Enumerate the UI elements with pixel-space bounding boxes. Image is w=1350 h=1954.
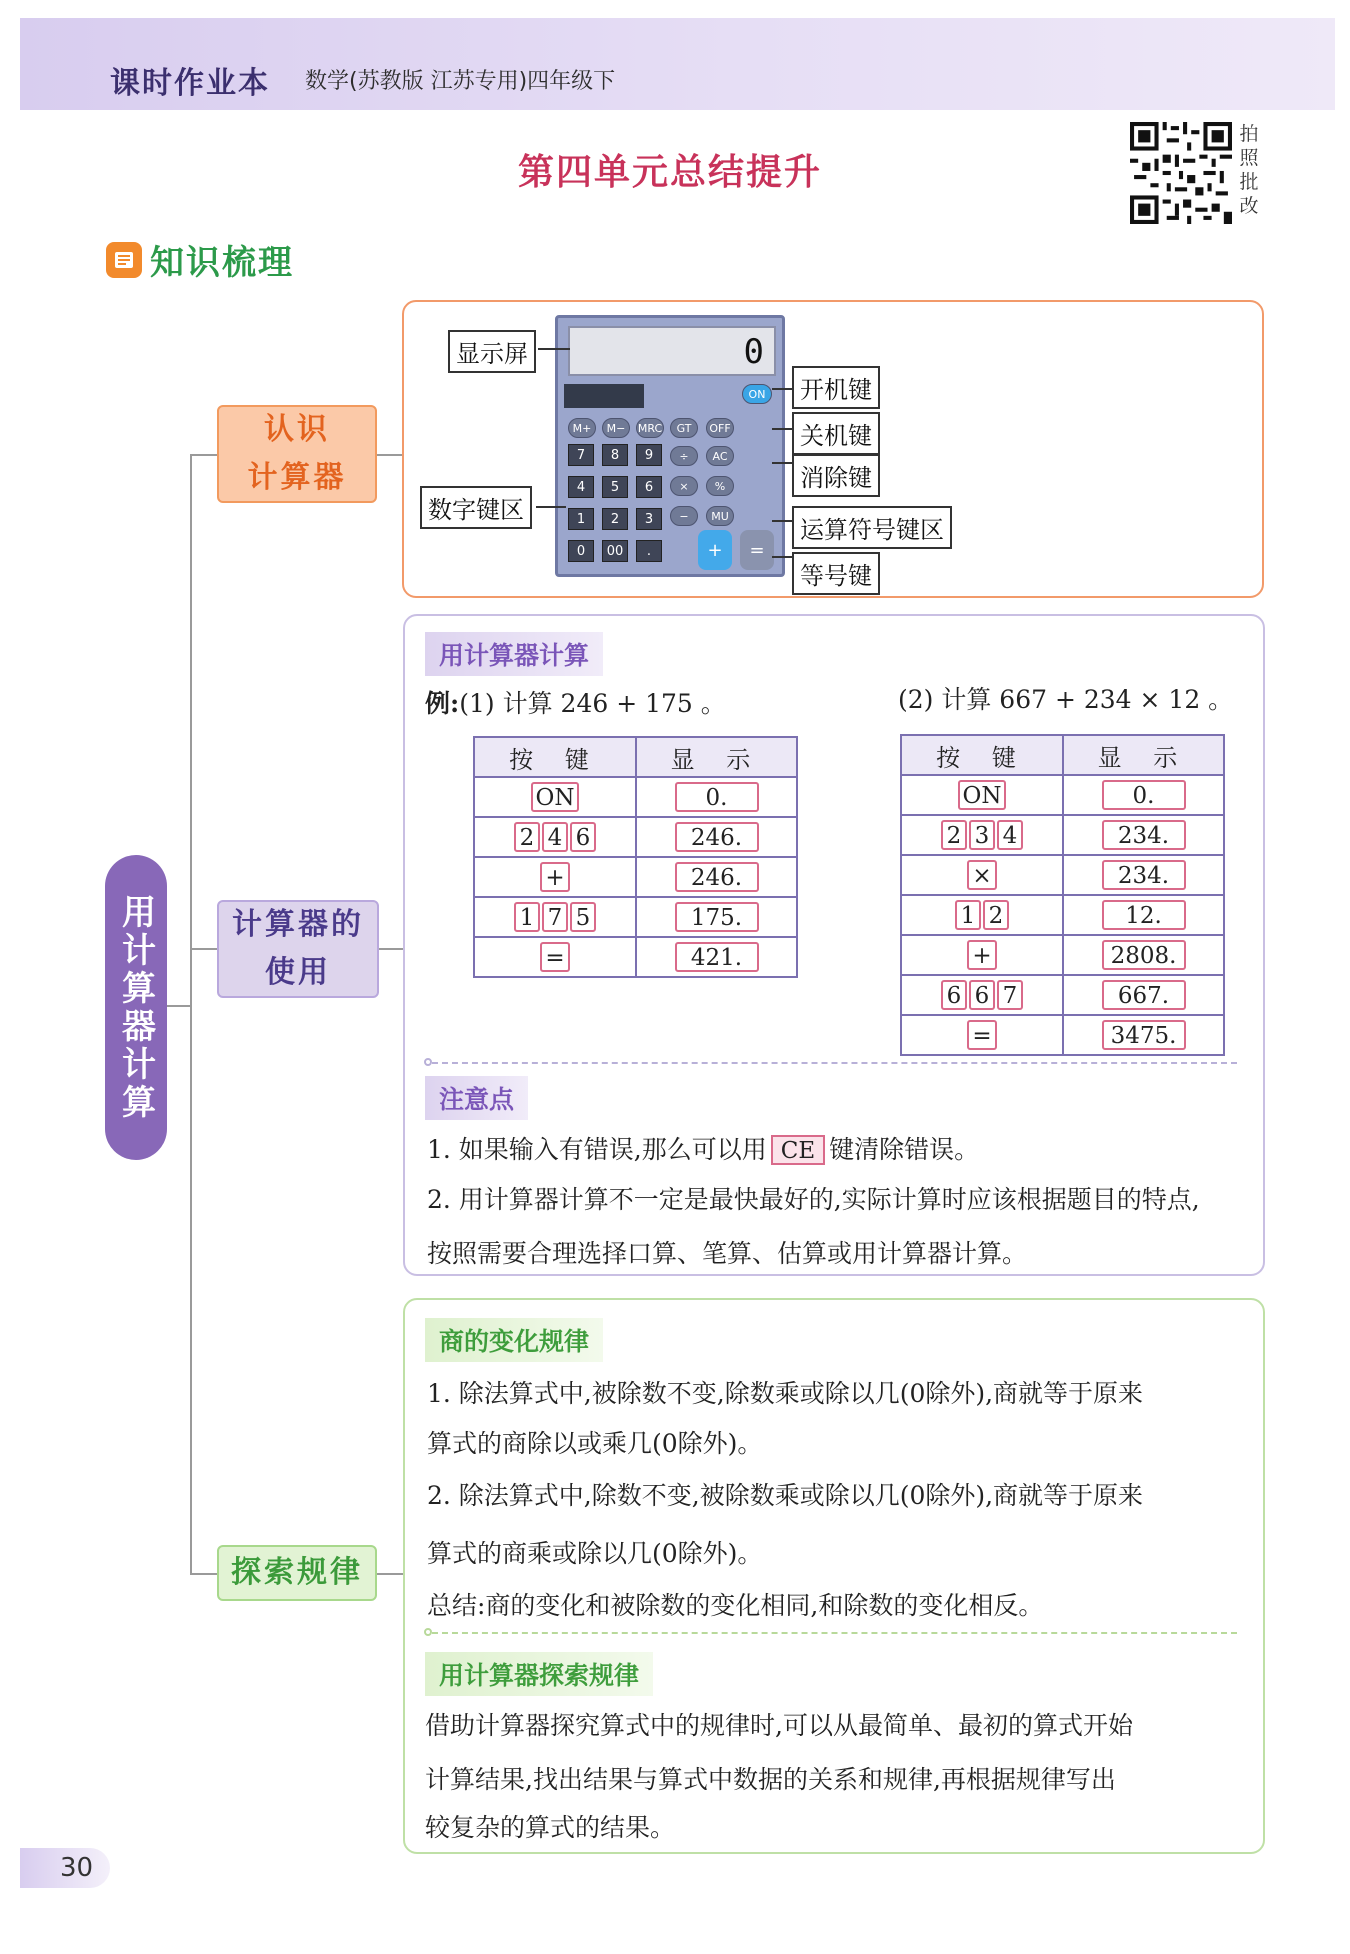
explore-separator-dot <box>424 1628 432 1636</box>
solar-panel <box>564 384 644 408</box>
display-cell <box>636 777 797 817</box>
table1-header-display: 显 示 <box>636 737 797 777</box>
table-row <box>901 975 1224 1015</box>
display-cell <box>1063 895 1224 935</box>
keycap: 4 <box>542 822 568 852</box>
callout-screen: 显示屏 <box>448 330 536 373</box>
keycap: + <box>967 940 996 970</box>
unit-title: 第四单元总结提升 <box>518 152 823 193</box>
callout-number-area-line <box>536 506 566 508</box>
example-2: (2) 计算 667 + 234 × 12 。 <box>898 685 1234 714</box>
keycap: ON <box>958 780 1007 810</box>
ce-key: CE <box>771 1135 825 1165</box>
display-value: 0. <box>675 782 759 812</box>
key-mrc: MRC <box>636 418 664 438</box>
key-mminus: M− <box>602 418 630 438</box>
display-value: 175. <box>675 902 759 932</box>
display-cell <box>636 897 797 937</box>
calculator-illustration <box>555 315 785 577</box>
example-prefix: 例: <box>425 689 460 718</box>
keycap: 6 <box>570 822 596 852</box>
display-value: 2808. <box>1102 940 1186 970</box>
note-1 <box>427 1130 979 1166</box>
separator-dot <box>424 1058 432 1066</box>
display-value: 3475. <box>1102 1020 1186 1050</box>
rule-1-line-2: 算式的商除以或乘几(0除外)。 <box>427 1429 763 1458</box>
rule-1-line-1: 1. 除法算式中,被除数不变,除数乘或除以几(0除外),商就等于原来 <box>427 1379 1144 1408</box>
explore-line-2: 计算结果,找出结果与算式中数据的关系和规律,再根据规律写出 <box>425 1765 1116 1794</box>
keys-cell <box>474 897 636 937</box>
keys-cell <box>901 855 1063 895</box>
key-6: 6 <box>636 476 662 498</box>
tree-branch-recognize <box>190 454 217 456</box>
table-row <box>901 895 1224 935</box>
tree-branch-use <box>190 948 217 950</box>
key-dot: . <box>636 540 662 562</box>
display-value: 0. <box>1102 780 1186 810</box>
book-subtitle: 数学(苏教版 江苏专用)四年级下 <box>305 69 616 94</box>
callout-equals-key-line <box>772 556 792 558</box>
branch-use-label: 计算器的 使用 <box>232 907 364 990</box>
key-plus: + <box>698 530 732 570</box>
keys-cell <box>901 975 1063 1015</box>
tree-trunk <box>190 454 192 1574</box>
key-divide: ÷ <box>670 446 698 466</box>
keycap: × <box>967 860 996 890</box>
callout-operator-area: 运算符号键区 <box>792 506 952 549</box>
key-00: 00 <box>602 540 628 562</box>
keys-cell <box>901 815 1063 855</box>
link-explore-panel <box>377 1573 403 1575</box>
callout-operator-area-line <box>772 520 792 522</box>
explore-line-3: 较复杂的算式的结果。 <box>425 1813 676 1842</box>
table-row <box>901 815 1224 855</box>
table-row <box>474 897 797 937</box>
rule-2-line-1: 2. 除法算式中,除数不变,被除数乘或除以几(0除外),商就等于原来 <box>427 1481 1144 1510</box>
keycap: 6 <box>941 980 967 1010</box>
keys-cell <box>474 857 636 897</box>
table-row <box>474 777 797 817</box>
callout-power-on-line <box>772 388 792 390</box>
link-use-panel <box>379 948 403 950</box>
calculator-screen <box>568 326 776 376</box>
table-row <box>901 1015 1224 1055</box>
note-2-line-1: 2. 用计算器计算不一定是最快最好的,实际计算时应该根据题目的特点, <box>427 1185 1200 1214</box>
key-times: × <box>670 476 698 496</box>
display-value: 234. <box>1102 820 1186 850</box>
key-8: 8 <box>602 444 628 466</box>
callout-clear-line <box>772 462 792 464</box>
keys-cell <box>901 935 1063 975</box>
keycap: 4 <box>997 820 1023 850</box>
rule-2-line-2: 算式的商乘或除以几(0除外)。 <box>427 1539 763 1568</box>
key-on: ON <box>742 384 772 404</box>
keys-cell <box>901 775 1063 815</box>
book-icon <box>106 242 142 278</box>
keycap: 2 <box>941 820 967 850</box>
display-value: 421. <box>675 942 759 972</box>
table-row <box>474 937 797 977</box>
key-equals: = <box>740 530 774 570</box>
key-ac: AC <box>706 446 734 466</box>
callout-power-on: 开机键 <box>792 366 880 409</box>
display-cell <box>1063 855 1224 895</box>
key-minus: − <box>670 506 698 526</box>
keycap: 6 <box>969 980 995 1010</box>
display-value: 246. <box>675 822 759 852</box>
key-mplus: M+ <box>568 418 596 438</box>
branch-explore-rules: 探索规律 <box>217 1545 377 1601</box>
key-off: OFF <box>706 418 734 438</box>
keys-cell <box>474 817 636 857</box>
table-row <box>901 775 1224 815</box>
table-row <box>474 857 797 897</box>
root-node: 用计算器计算 <box>105 855 167 1160</box>
table1-header-keys: 按 键 <box>474 737 636 777</box>
key-table-2 <box>900 734 1225 1056</box>
table2-header-keys: 按 键 <box>901 735 1063 775</box>
screen-digit: 0 <box>743 332 764 372</box>
key-mu: MU <box>706 506 734 526</box>
callout-power-off-line <box>772 428 792 430</box>
explore-separator <box>432 1632 1237 1634</box>
key-table-1 <box>473 736 798 978</box>
display-value: 246. <box>675 862 759 892</box>
callout-power-off: 关机键 <box>792 412 880 455</box>
section-title: 知识梳理 <box>150 243 294 283</box>
branch-calculator-use <box>217 900 379 998</box>
key-0: 0 <box>568 540 594 562</box>
key-9: 9 <box>636 444 662 466</box>
keycap: 7 <box>542 902 568 932</box>
table-row <box>901 935 1224 975</box>
callout-number-area: 数字键区 <box>420 486 532 529</box>
calculator-explore-tag: 用计算器探索规律 <box>425 1652 653 1696</box>
table2-header-display: 显 示 <box>1063 735 1224 775</box>
display-cell <box>636 937 797 977</box>
book-brand: 课时作业本 <box>110 66 270 101</box>
callout-equals-key: 等号键 <box>792 552 880 595</box>
keycap: = <box>967 1020 996 1050</box>
keycap: 1 <box>514 902 540 932</box>
link-recognize-panel <box>377 454 402 456</box>
keys-cell <box>474 937 636 977</box>
use-calculator-tag: 用计算器计算 <box>425 632 603 676</box>
keycap: 2 <box>514 822 540 852</box>
key-5: 5 <box>602 476 628 498</box>
tree-root-link <box>167 1005 190 1007</box>
display-cell <box>1063 935 1224 975</box>
keys-cell <box>474 777 636 817</box>
key-4: 4 <box>568 476 594 498</box>
key-2: 2 <box>602 508 628 530</box>
display-cell <box>1063 815 1224 855</box>
keycap: + <box>540 862 569 892</box>
table-row <box>901 855 1224 895</box>
display-cell <box>636 817 797 857</box>
display-value: 667. <box>1102 980 1186 1010</box>
branch-recognize-label: 认识 计算器 <box>247 412 347 495</box>
qr-code-icon[interactable] <box>1130 122 1232 224</box>
keycap: = <box>540 942 569 972</box>
rule-summary: 总结:商的变化和被除数的变化相同,和除数的变化相反。 <box>427 1591 1044 1620</box>
table-row <box>474 817 797 857</box>
keycap: 7 <box>997 980 1023 1010</box>
callout-screen-line <box>538 348 570 350</box>
note-1-before: 1. 如果输入有错误,那么可以用 <box>427 1135 767 1164</box>
keys-cell <box>901 895 1063 935</box>
example-1-text: (1) 计算 246 + 175 。 <box>459 689 726 718</box>
qr-label: 拍照批改 <box>1239 123 1259 217</box>
display-cell <box>636 857 797 897</box>
keycap: 1 <box>955 900 981 930</box>
display-cell <box>1063 775 1224 815</box>
explore-line-1: 借助计算器探究算式中的规律时,可以从最简单、最初的算式开始 <box>425 1711 1133 1740</box>
example-1 <box>425 684 726 720</box>
key-gt: GT <box>670 418 698 438</box>
quotient-rules-tag: 商的变化规律 <box>425 1318 603 1362</box>
tree-branch-explore <box>190 1573 217 1575</box>
keycap: 2 <box>983 900 1009 930</box>
display-value: 234. <box>1102 860 1186 890</box>
notes-separator <box>432 1062 1237 1064</box>
display-value: 12. <box>1102 900 1186 930</box>
key-1: 1 <box>568 508 594 530</box>
display-cell <box>1063 975 1224 1015</box>
branch-recognize-calculator <box>217 405 377 503</box>
keycap: ON <box>531 782 580 812</box>
display-cell <box>1063 1015 1224 1055</box>
key-3: 3 <box>636 508 662 530</box>
page-number: 30 <box>60 1853 94 1883</box>
notes-tag: 注意点 <box>425 1076 528 1120</box>
note-2-line-2: 按照需要合理选择口算、笔算、估算或用计算器计算。 <box>427 1239 1028 1268</box>
note-1-after: 键清除错误。 <box>829 1135 980 1164</box>
keycap: 5 <box>570 902 596 932</box>
callout-clear: 消除键 <box>792 454 880 497</box>
key-7: 7 <box>568 444 594 466</box>
key-percent: % <box>706 476 734 496</box>
keys-cell <box>901 1015 1063 1055</box>
section-heading <box>106 235 294 284</box>
keycap: 3 <box>969 820 995 850</box>
